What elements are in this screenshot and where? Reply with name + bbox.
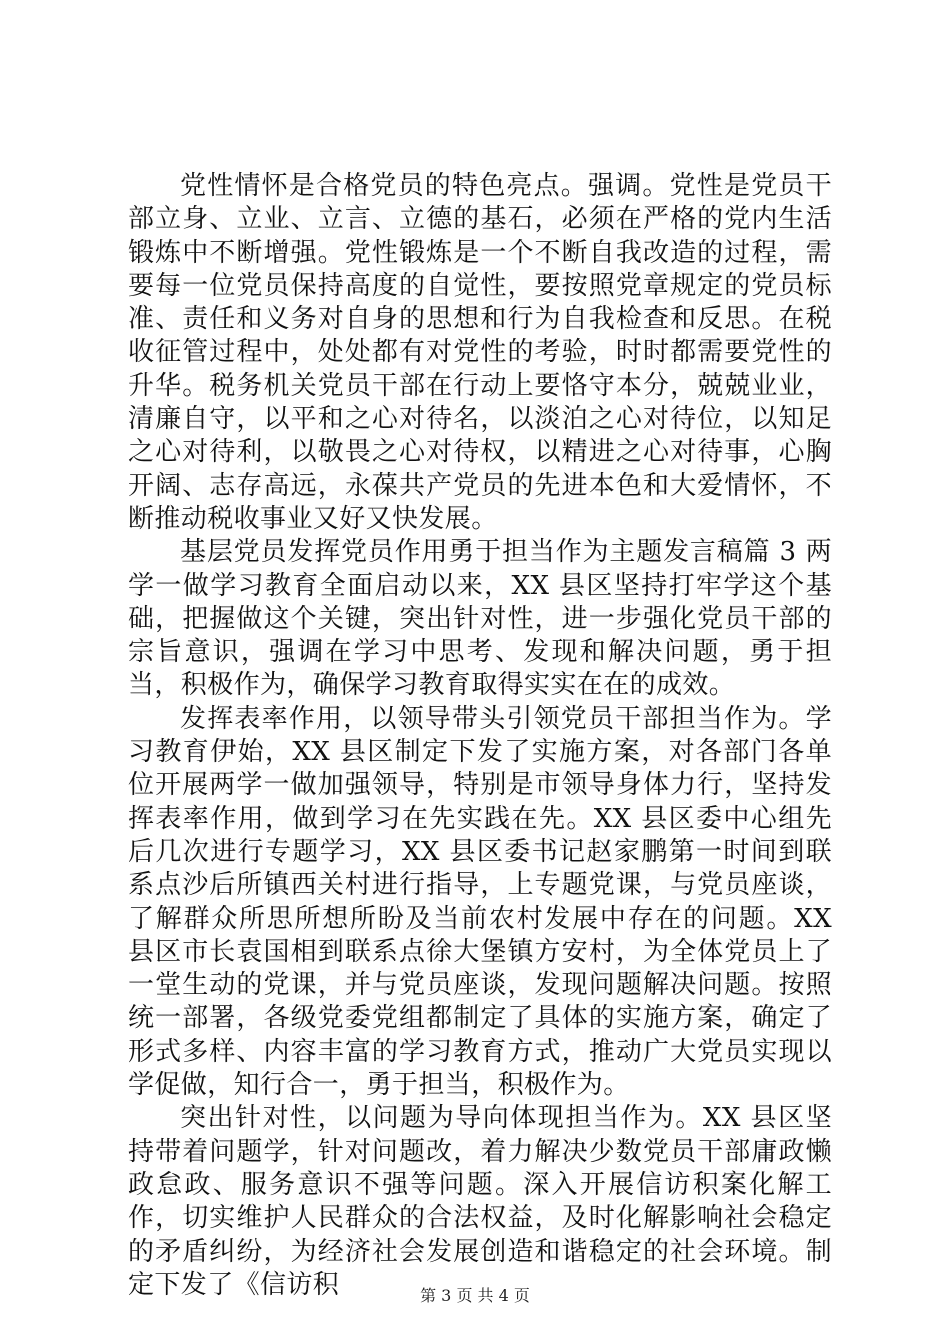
paragraph-party-spirit: 党性情怀是合格党员的特色亮点。强调。党性是党员干部立身、立业、立言、立德的基石，必须在严格的党内生活锻炼中不断增强。党性锻炼是一个不断自我改造的过程，需要每一位党员保持高度的自觉性，要按照党章规定的党员标准、责任和义务对自身的思想和行为自我检查和反思。在税收征管过程中，处处都有对党性的考验，时时都需要党性的升华。税务机关党员干部在行动上要恪守本分，兢兢业业，清廉自守，以平和之心对待名，以淡泊之心对待位，以知足之心对待利，以敬畏之心对待权，以精进之心对待事，心胸开阔、志存高远，永葆共产党员的先进本色和大爱情怀，不断推动税收事业又好又快发展。 [128, 171, 832, 534]
paragraph-speech-intro: 基层党员发挥党员作用勇于担当作为主题发言稿篇 3 两学一做学习教育全面启动以来，XX 县区坚持打牢学这个基础，把握做这个关键，突出针对性，进一步强化党员干部的宗旨意识，强调在学习中思考、发现和解决问题，勇于担当，积极作为，确保学习教育取得实实在在的成效。 [128, 537, 832, 701]
document-body [128, 170, 832, 1302]
page-footer: 第 3 页 共 4 页 [420, 1286, 530, 1305]
paragraph-leadership-example: 发挥表率作用，以领导带头引领党员干部担当作为。学习教育伊始，XX 县区制定下发了实施方案，对各部门各单位开展两学一做加强领导，特别是市领导身体力行，坚持发挥表率作用，做到学习在先实践在先。XX 县区委中心组先后几次进行专题学习，XX 县区委书记赵家鹏第一时间到联系点沙后所镇西关村进行指导，上专题党课，与党员座谈，了解群众所思所想所盼及当前农村发展中存在的问题。XX 县区市长袁国相到联系点徐大堡镇方安村，为全体党员上了一堂生动的党课，并与党员座谈，发现问题解决问题。按照统一部署，各级党委党组都制定了具体的实施方案，确定了形式多样、内容丰富的学习教育方式，推动广大党员实现以学促做，知行合一，勇于担当，积极作为。 [128, 703, 832, 1101]
paragraph-problem-oriented: 突出针对性，以问题为导向体现担当作为。XX 县区坚持带着问题学，针对问题改，着力解决少数党员干部庸政懒政怠政、服务意识不强等问题。深入开展信访积案化解工作，切实维护人民群众的合法权益，及时化解影响社会稳定的矛盾纠纷，为经济社会发展创造和谐稳定的社会环境。制定下发了《信访积 [128, 1103, 832, 1300]
